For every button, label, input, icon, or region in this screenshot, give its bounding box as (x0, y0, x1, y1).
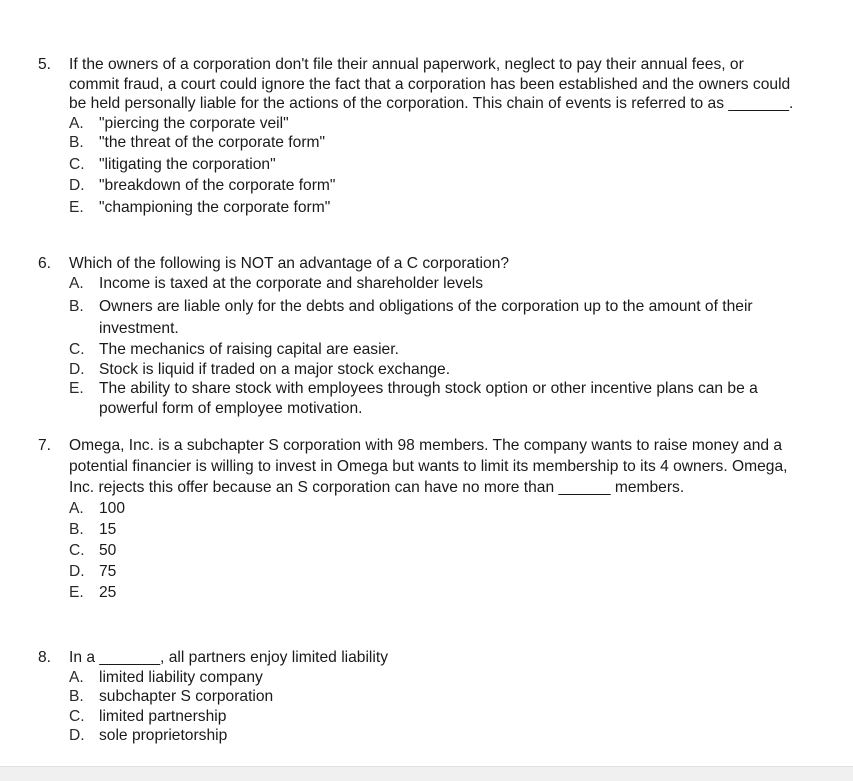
option-text: Income is taxed at the corporate and shareholder levels (99, 274, 484, 292)
option-text: "championing the corporate form" (99, 198, 331, 216)
option-b (69, 133, 798, 153)
option-letter: C. (69, 707, 85, 725)
question-7 (38, 435, 798, 603)
option-letter: D. (69, 727, 85, 744)
option-text: The ability to share stock with employees through stock option or other incentive plans can be a powerful form of employee motivation. (99, 380, 758, 417)
option-e (69, 198, 798, 218)
footer-bar (0, 766, 853, 781)
option-letter: D. (69, 563, 85, 580)
option-a (69, 498, 798, 519)
option-d (69, 726, 798, 746)
option-letter: E. (69, 380, 84, 397)
option-c (69, 540, 798, 561)
question-text: Omega, Inc. is a subchapter S corporation with 98 members. The company wants to raise money and a potential financier is willing to invest in Omega but wants to limit its membership to its 4 owners. Omega, Inc. rejects this offer because an S corporation can have no more than ______ members. (69, 437, 788, 496)
question-number: 7. (38, 437, 52, 454)
option-b (69, 519, 798, 540)
option-text: 50 (99, 542, 117, 559)
options-list (69, 668, 798, 746)
option-d (69, 561, 798, 582)
option-letter: C. (69, 155, 85, 173)
question-text: In a _______, all partners enjoy limited liability (69, 649, 388, 666)
option-text: 75 (99, 563, 117, 580)
option-e (69, 379, 798, 418)
option-c (69, 707, 798, 727)
option-b (69, 296, 798, 340)
option-a (69, 114, 798, 134)
option-letter: C. (69, 341, 85, 358)
option-letter: B. (69, 298, 84, 315)
option-d (69, 176, 798, 196)
option-letter: E. (69, 198, 84, 216)
option-text: limited liability company (99, 668, 263, 686)
question-6 (38, 254, 798, 418)
option-letter: A. (69, 500, 84, 517)
option-text: subchapter S corporation (99, 688, 274, 705)
option-text: 25 (99, 584, 117, 601)
option-letter: D. (69, 360, 85, 378)
options-list (69, 498, 798, 603)
option-text: "breakdown of the corporate form" (99, 177, 336, 194)
option-letter: D. (69, 177, 85, 194)
option-b (69, 687, 798, 707)
option-letter: A. (69, 668, 84, 686)
option-letter: A. (69, 114, 84, 132)
option-d (69, 360, 798, 380)
question-number: 6. (38, 255, 52, 272)
option-text: The mechanics of raising capital are easier. (99, 341, 399, 358)
option-text: limited partnership (99, 707, 227, 725)
option-letter: B. (69, 688, 84, 705)
options-list (69, 114, 798, 218)
question-text: If the owners of a corporation don't file their annual paperwork, neglect to pay their annual fees, or commit fraud, a court could ignore the fact that a corporation has been established and the owners could be held personally liable for the actions of the corporation. This chain of events is referred to as _______. (69, 56, 794, 112)
option-text: "piercing the corporate veil" (99, 114, 289, 132)
option-text: "litigating the corporation" (99, 155, 276, 173)
option-text: sole proprietorship (99, 727, 228, 744)
option-letter: E. (69, 584, 84, 601)
option-text: Stock is liquid if traded on a major stock exchange. (99, 360, 451, 378)
option-letter: A. (69, 274, 84, 292)
option-e (69, 582, 798, 603)
option-text: "the threat of the corporate form" (99, 134, 326, 151)
option-letter: B. (69, 134, 84, 151)
question-number: 5. (38, 56, 52, 73)
option-a (69, 274, 798, 294)
option-text: 15 (99, 521, 117, 538)
option-text: 100 (99, 500, 126, 517)
option-c (69, 340, 798, 360)
option-letter: B. (69, 521, 84, 538)
options-list (69, 274, 798, 419)
option-a (69, 668, 798, 688)
option-text: Owners are liable only for the debts and obligations of the corporation up to the amount of their investment. (99, 298, 753, 337)
option-c (69, 155, 798, 175)
question-5 (38, 55, 798, 217)
question-number: 8. (38, 649, 52, 666)
question-8 (38, 648, 798, 746)
option-letter: C. (69, 542, 85, 559)
question-text: Which of the following is NOT an advantage of a C corporation? (69, 255, 510, 272)
